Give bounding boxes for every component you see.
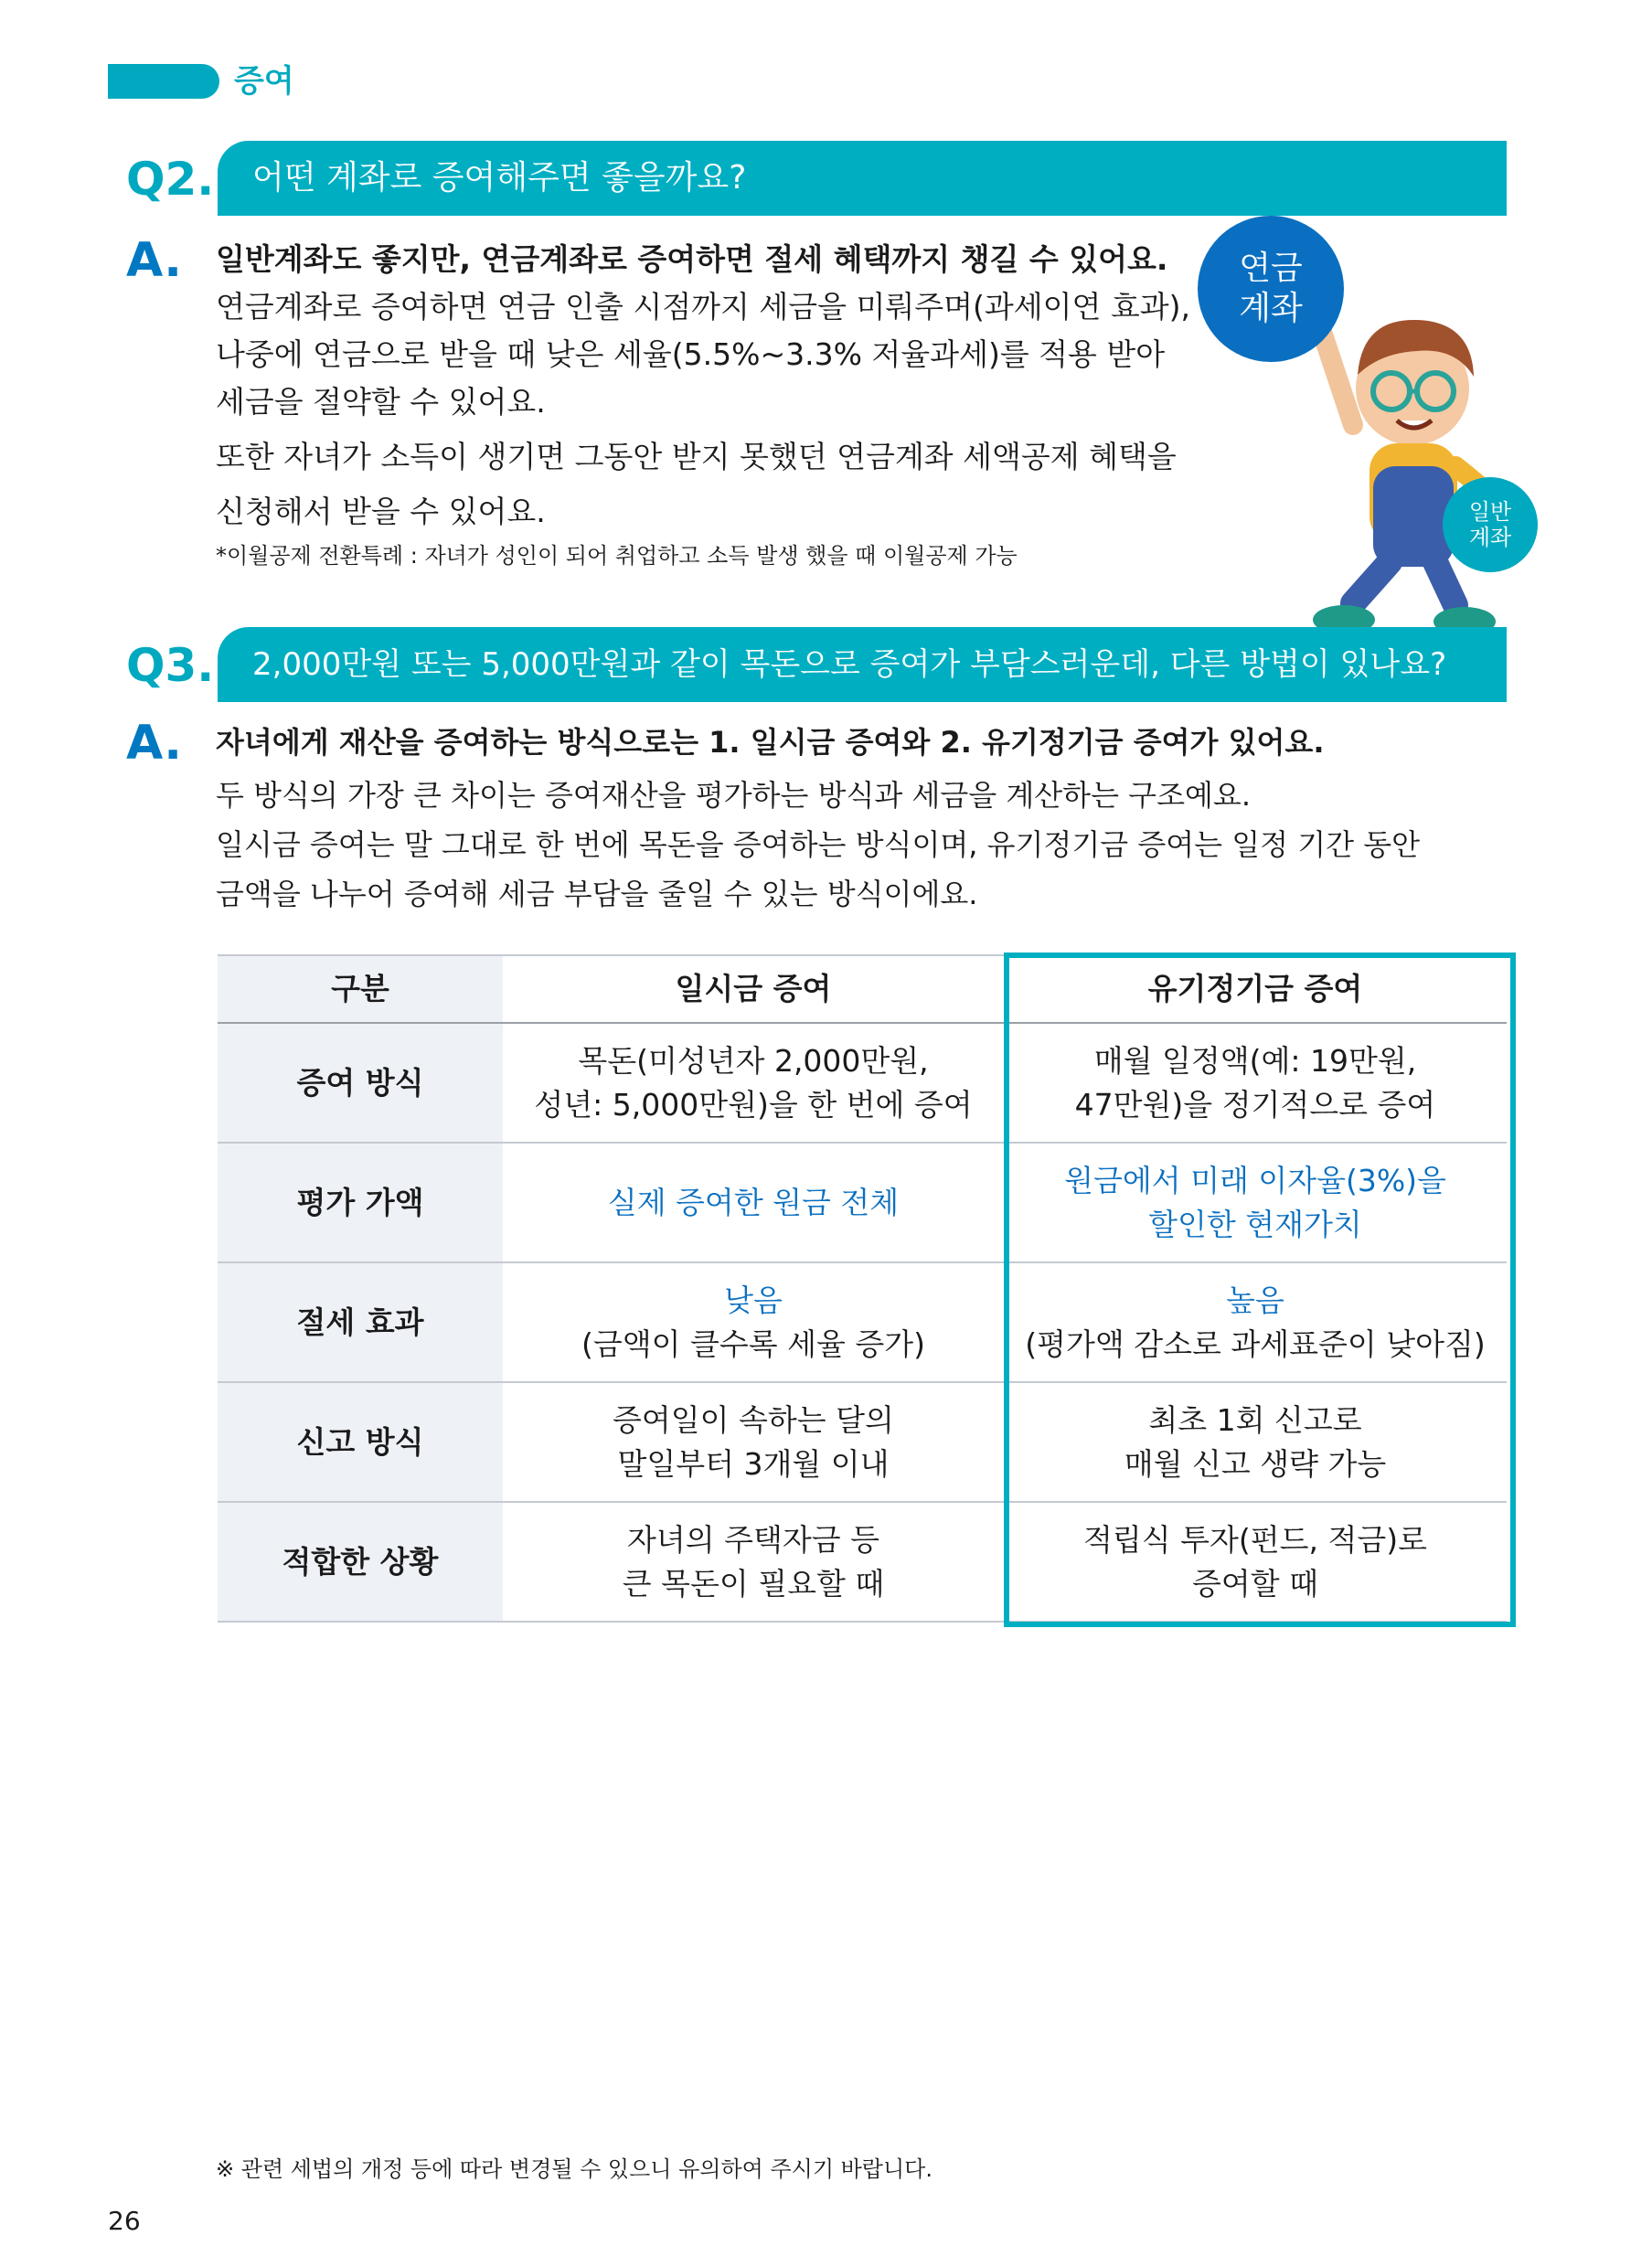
q3-answer-line-3: 금액을 나누어 증여해 세금 부담을 줄일 수 있는 방식이에요. bbox=[216, 877, 978, 911]
cell-line: 증여일이 속하는 달의 bbox=[613, 1401, 894, 1438]
section-marker-bar bbox=[108, 64, 219, 99]
row-label: 신고 방식 bbox=[218, 1382, 503, 1502]
cell-line: 큰 목돈이 필요할 때 bbox=[622, 1565, 885, 1602]
general-account-badge bbox=[1443, 477, 1538, 572]
table-header-category: 구분 bbox=[218, 955, 503, 1023]
q2-answer-line-4: 또한 자녀가 소득이 생기면 그동안 받지 못했던 연금계좌 세액공제 혜택을 bbox=[216, 439, 1177, 474]
cell-line: (평가액 감소로 과세표준이 낮아짐) bbox=[1025, 1325, 1486, 1362]
cell-line: 증여할 때 bbox=[1191, 1565, 1318, 1602]
cell-line: 매월 신고 생략 가능 bbox=[1124, 1445, 1387, 1482]
lump-sum-cell bbox=[503, 1382, 1004, 1502]
lump-sum-cell bbox=[503, 1143, 1004, 1262]
cell-line: 매월 일정액(예: 19만원, bbox=[1093, 1042, 1417, 1079]
cell-line: 할인한 현재가치 bbox=[1148, 1206, 1362, 1242]
cell-line: 성년: 5,000만원)을 한 번에 증여 bbox=[534, 1086, 973, 1123]
cell-line: 자녀의 주택자금 등 bbox=[626, 1521, 879, 1558]
q2-note: *이월공제 전환특례 : 자녀가 성인이 되어 취업하고 소득 발생 했을 때 이월공제 가능 bbox=[216, 543, 1018, 569]
table-header-lump-sum: 일시금 증여 bbox=[503, 955, 1004, 1023]
q2-question: 어떤 계좌로 증여해주면 좋을까요? bbox=[252, 159, 747, 197]
q3-answer-line-2: 일시금 증여는 말 그대로 한 번에 목돈을 증여하는 방식이며, 유기정기금 증여는 일정 기간 동안 bbox=[216, 827, 1421, 862]
table-header-periodic: 유기정기금 증여 bbox=[1004, 955, 1507, 1023]
cell-line: 높음 bbox=[1226, 1282, 1284, 1318]
cell-line: 47만원)을 정기적으로 증여 bbox=[1074, 1086, 1436, 1123]
q3-answer-line-1: 두 방식의 가장 큰 차이는 증여재산을 평가하는 방식과 세금을 계산하는 구조예요. bbox=[216, 778, 1251, 813]
general-account-badge-line-1: 일반 bbox=[1468, 499, 1512, 525]
q3-label: Q3. bbox=[126, 639, 215, 692]
cell-line: 낮음 bbox=[724, 1282, 783, 1318]
cell-line: 최초 1회 신고로 bbox=[1148, 1401, 1362, 1438]
lump-sum-cell bbox=[503, 1262, 1004, 1382]
pension-account-badge bbox=[1198, 216, 1344, 362]
page-number: 26 bbox=[108, 2206, 141, 2236]
pension-account-badge-line-2: 계좌 bbox=[1239, 290, 1303, 327]
pension-account-badge-line-1: 연금 bbox=[1239, 250, 1303, 287]
q2-answer-label: A. bbox=[126, 233, 182, 288]
row-label: 평가 가액 bbox=[218, 1143, 503, 1262]
section-title: 증여 bbox=[234, 63, 294, 100]
q2-answer-line-5: 신청해서 받을 수 있어요. bbox=[216, 494, 546, 529]
q2-answer-lead: 일반계좌도 좋지만, 연금계좌로 증여하면 절세 혜택까지 챙길 수 있어요. bbox=[216, 241, 1168, 277]
row-label: 증여 방식 bbox=[218, 1023, 503, 1143]
q3-answer-label: A. bbox=[126, 716, 182, 771]
row-label: 절세 효과 bbox=[218, 1262, 503, 1382]
periodic-column-highlight-frame bbox=[1004, 953, 1516, 1627]
lump-sum-cell bbox=[503, 1502, 1004, 1622]
cell-line: (금액이 클수록 세율 증가) bbox=[581, 1325, 925, 1362]
cell-line: 적립식 투자(펀드, 적금)로 bbox=[1083, 1521, 1427, 1558]
cell-line: 목돈(미성년자 2,000만원, bbox=[578, 1042, 929, 1079]
q2-answer-line-3: 세금을 절약할 수 있어요. bbox=[216, 384, 546, 420]
cell-line: 원금에서 미래 이자율(3%)을 bbox=[1064, 1162, 1446, 1198]
cell-line: 말일부터 3개월 이내 bbox=[617, 1445, 890, 1482]
general-account-badge-line-2: 계좌 bbox=[1468, 525, 1512, 550]
q3-answer-lead: 자녀에게 재산을 증여하는 방식으로는 1. 일시금 증여와 2. 유기정기금 증여가 있어요. bbox=[216, 725, 1325, 760]
q2-label: Q2. bbox=[126, 153, 215, 206]
q2-answer-line-2: 나중에 연금으로 받을 때 낮은 세율(5.5%~3.3% 저율과세)를 적용 받아 bbox=[216, 336, 1166, 372]
q2-answer-line-1: 연금계좌로 증여하면 연금 인출 시점까지 세금을 미뤄주며(과세이연 효과), bbox=[216, 289, 1191, 325]
lump-sum-cell bbox=[503, 1023, 1004, 1143]
row-label: 적합한 상황 bbox=[218, 1502, 503, 1622]
cell-line: 실제 증여한 원금 전체 bbox=[607, 1184, 900, 1220]
q3-question: 2,000만원 또는 5,000만원과 같이 목돈으로 증여가 부담스러운데, 다른 방법이 있나요? bbox=[252, 646, 1447, 683]
footnote: ※ 관련 세법의 개정 등에 따라 변경될 수 있으니 유의하여 주시기 바랍니다. bbox=[216, 2156, 933, 2182]
